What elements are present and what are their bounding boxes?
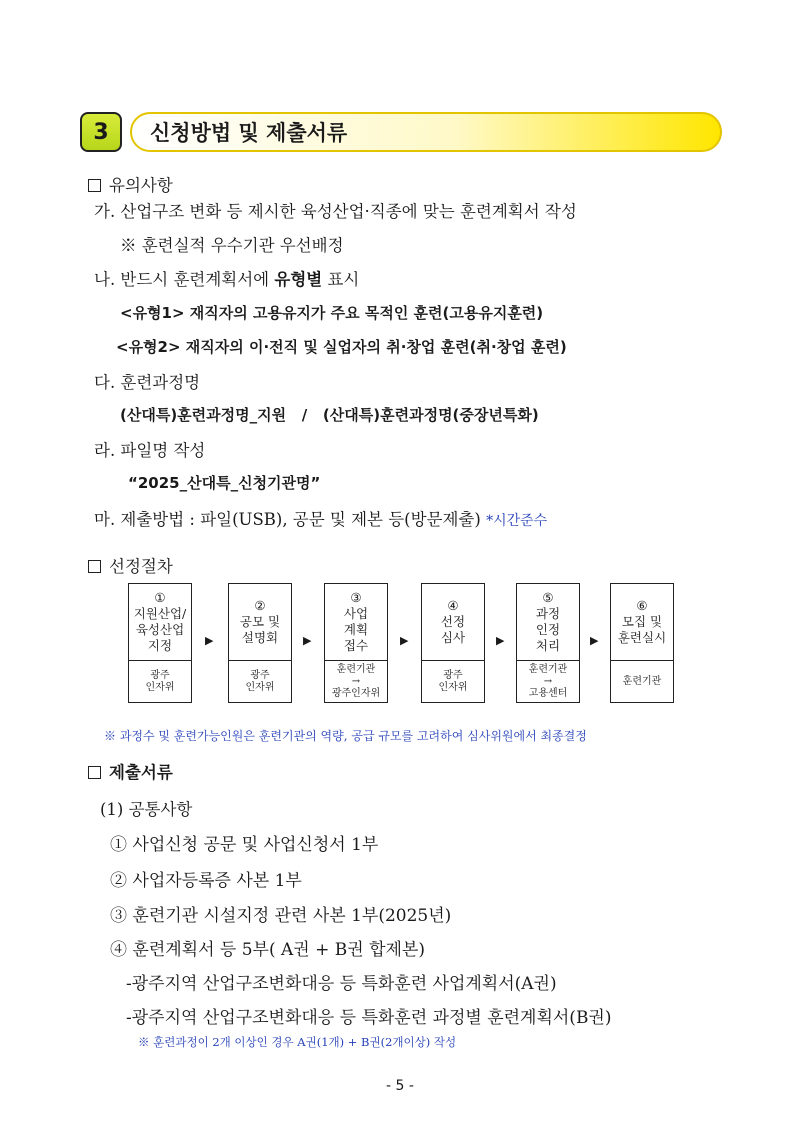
organization-label: 인자위: [438, 682, 468, 693]
organization-label: 인자위: [245, 682, 275, 693]
page-number: - 5 -: [386, 1078, 414, 1094]
time-compliance-note: *시간준수: [486, 513, 548, 529]
checkbox-square-icon: [88, 560, 101, 573]
organization-label: 훈련기관: [336, 664, 376, 675]
file-name-format: “2025_산대특_신청기관명”: [128, 474, 321, 492]
section-title: 신청방법 및 제출서류: [130, 112, 722, 152]
checkbox-square-icon: [88, 766, 101, 779]
step-label: 지정: [147, 638, 173, 653]
course-name-format: (산대특)훈련과정명_지원 / (산대특)훈련과정명(중장년특화): [120, 406, 539, 424]
procedure-step: [324, 583, 388, 703]
step-label: 모집 및: [621, 614, 663, 629]
step-label: 설명회: [241, 630, 279, 645]
step-label: 인정: [535, 622, 561, 637]
organization-label: 광주인자위: [331, 688, 381, 699]
step-label: 지원산업/: [133, 606, 187, 621]
step-organization: [325, 661, 387, 703]
organization-label: 훈련기관: [528, 664, 568, 675]
notes-heading: 유의사항: [88, 172, 173, 196]
note-ra: 라. 파일명 작성: [94, 441, 206, 460]
note-ma: 마. 제출방법 : 파일(USB), 공문 및 제본 등(방문제출) *시간준수: [94, 510, 548, 529]
procedure-step: [516, 583, 580, 703]
organization-label: 훈련기관: [622, 676, 662, 687]
document-item: ④ 훈련계획서 등 5부( A권 + B권 합제본): [110, 940, 425, 960]
organization-label: 고용센터: [528, 688, 568, 699]
step-label: 공모 및: [239, 614, 281, 629]
procedure-step: [228, 583, 292, 703]
procedure-step: [128, 583, 192, 703]
step-title: [422, 584, 484, 661]
document-item: ② 사업자등록증 사본 1부: [110, 871, 302, 891]
procedure-step: [610, 583, 674, 703]
procedure-note: ※ 과정수 및 훈련가능인원은 훈련기관의 역량, 공급 규모를 고려하여 심사위원에서 최종결정: [104, 729, 587, 743]
type1-label: <유형1> 재직자의 고용유지가 주요 목적인 훈련(고용유지훈련): [120, 304, 544, 322]
step-label: 과정: [535, 606, 561, 621]
step-organization: [129, 661, 191, 703]
document-item: ③ 훈련기관 시설지정 관련 사본 1부(2025년): [110, 906, 452, 926]
step-label: 사업: [343, 606, 369, 621]
procedure-step: [421, 583, 485, 703]
step-number: ③: [350, 590, 362, 605]
organization-label: 광주: [250, 670, 270, 681]
arrow-right-icon: ▶: [400, 634, 409, 647]
documents-common: (1) 공통사항: [100, 800, 193, 819]
note-ga: 가. 산업구조 변화 등 제시한 육성산업·직종에 맞는 훈련계획서 작성: [94, 202, 577, 221]
document-item: ① 사업신청 공문 및 사업신청서 1부: [110, 835, 379, 855]
step-organization: [422, 661, 484, 703]
step-label: 육성산업: [135, 622, 185, 637]
section-number: 3: [80, 112, 122, 152]
step-label: 접수: [343, 638, 369, 653]
type2-label: <유형2> 재직자의 이·전직 및 실업자의 취·창업 훈련(취·창업 훈련): [116, 338, 567, 356]
step-title: [325, 584, 387, 661]
arrow-right-icon: ▶: [205, 634, 214, 647]
documents-heading: 제출서류: [88, 759, 173, 783]
organization-label: 광주: [150, 670, 170, 681]
step-label: 심사: [440, 630, 466, 645]
step-title: [517, 584, 579, 661]
document-subitem: -광주지역 산업구조변화대응 등 특화훈련 과정별 훈련계획서(B권): [126, 1008, 612, 1028]
step-number: ①: [154, 590, 166, 605]
arrow-right-icon: ▶: [590, 634, 599, 647]
step-label: 훈련실시: [617, 630, 667, 645]
note-da: 다. 훈련과정명: [94, 373, 201, 392]
checkbox-square-icon: [88, 179, 101, 192]
organization-label: 광주: [443, 670, 463, 681]
arrow-right-icon: ▶: [303, 634, 312, 647]
step-title: [229, 584, 291, 661]
organization-label: 인자위: [145, 682, 175, 693]
note-ga-remark: ※ 훈련실적 우수기관 우선배정: [120, 236, 344, 255]
step-organization: [611, 661, 673, 703]
step-organization: [229, 661, 291, 703]
step-organization: [517, 661, 579, 703]
step-number: ②: [254, 598, 266, 613]
document-subitem: -광주지역 산업구조변화대응 등 특화훈련 사업계획서(A권): [126, 974, 557, 994]
step-label: 선정: [440, 614, 466, 629]
step-number: ⑤: [542, 590, 554, 605]
step-title: [129, 584, 191, 661]
documents-note: ※ 훈련과정이 2개 이상인 경우 A권(1개) + B권(2개이상) 작성: [138, 1035, 457, 1049]
organization-label: →: [351, 676, 361, 687]
step-title: [611, 584, 673, 661]
step-number: ④: [447, 598, 459, 613]
step-label: 처리: [535, 638, 561, 653]
note-na: 나. 반드시 훈련계획서에 유형별 표시: [94, 270, 360, 289]
procedure-heading: 선정절차: [88, 553, 173, 577]
organization-label: →: [543, 676, 553, 687]
step-number: ⑥: [636, 598, 648, 613]
step-label: 계획: [343, 622, 369, 637]
arrow-right-icon: ▶: [496, 634, 505, 647]
section-header: [80, 112, 722, 152]
